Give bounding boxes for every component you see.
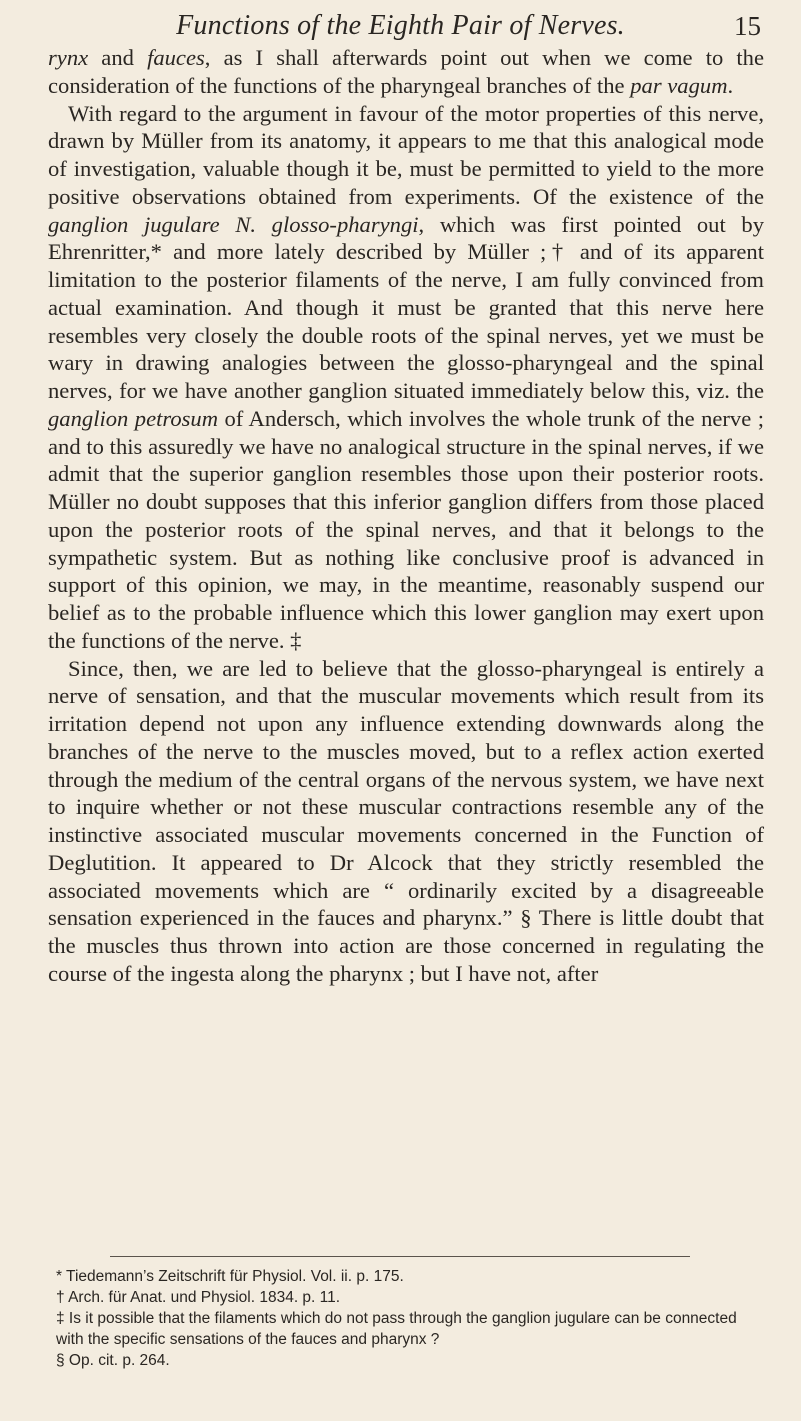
footnote: ‡ Is it possible that the filaments which do not pass through the ganglion jugulare can be connected with the specific sensations of the fauces and pharynx ? [56,1310,737,1348]
footnote-divider [110,1256,690,1257]
page-number: 15 [734,11,761,41]
footnote: † Arch. für Anat. und Physiol. 1834. p. 11. [56,1289,341,1306]
italic-term: fauces [147,45,205,70]
italic-term: ganglion jugulare N. glosso-pharyngi [48,211,419,237]
text-run: , as I shall afterwards point out when we come to the consideration of the functions of the pharyngeal branches of the [48,45,765,98]
footnotes [56,1266,756,1371]
running-title: Functions of the Eighth Pair of Nerves. [176,10,625,41]
italic-term: par vagum [630,72,728,98]
text-run: . [727,72,734,98]
text-run: of Andersch, which involves the whole trunk of the nerve ; and to this assuredly we have no analogical structure in the spinal nerves, if we admit that the superior ganglion resembles those upon their posterior roots. Müller no doubt supposes that this inferior ganglion differs from those placed upon the posterior roots of the spinal nerves, and that it belongs to the sympathetic system. But as nothing like conclusive proof is advanced in support of this opinion, we may, in the meantime, reasonably suspend our belief as to the probable influence which this lower ganglion may exert upon the functions of the nerve. ‡ [48,405,764,653]
page-header [40,6,761,46]
paragraph-continued [48,44,764,100]
text-run: , which was first pointed out by Ehrenritter,* and more lately described by Müller ;† and of its apparent limitation to the posterior filaments of the nerve, I am fully convinced from actual examination. And though it must be granted that this nerve here resembles very closely the double roots of the spinal nerves, yet we must be wary in drawing analogies between the glosso-pharyngeal and the spinal nerves, for we have another ganglion situated immediately below this, viz. the [48,211,764,403]
text-run: With regard to the argument in favour of the motor properties of this nerve, drawn by Müller from its anatomy, it appears to me that this analogical mode of investigation, valuable though it be, must be permitted to yield to the more positive observations obtained from experiments. Of the existence of the [48,100,764,209]
footnote: * Tiedemann’s Zeitschrift für Physiol. Vol. ii. p. 175. [56,1268,404,1285]
text-run: and [88,45,148,70]
body-text [48,44,764,988]
footnote: § Op. cit. p. 264. [56,1352,170,1369]
paragraph-sensation: Since, then, we are led to believe that the glosso-pharyngeal is entirely a nerve of sensation, and that the muscular movements which result from its irritation depend not upon any influence extending downwards along the branches of the nerve to the muscles moved, but to a reflex action exerted through the medium of the central organs of the nervous system, we have next to inquire whether or not these muscular contractions resemble any of the instinctive associated muscular movements concerned in the Function of Deglutition. It appeared to Dr Alcock that they strictly resembled the associated movements which are “ ordinarily excited by a disagreeable sensation experienced in the fauces and pharynx.” § There is little doubt that the muscles thus thrown into action are those concerned in regulating the course of the ingesta along the pharynx ; but I have not, after [48,655,764,986]
italic-term: ganglion petrosum [48,405,219,431]
paragraph-motor-properties [48,100,764,655]
italic-term: rynx [48,45,89,70]
